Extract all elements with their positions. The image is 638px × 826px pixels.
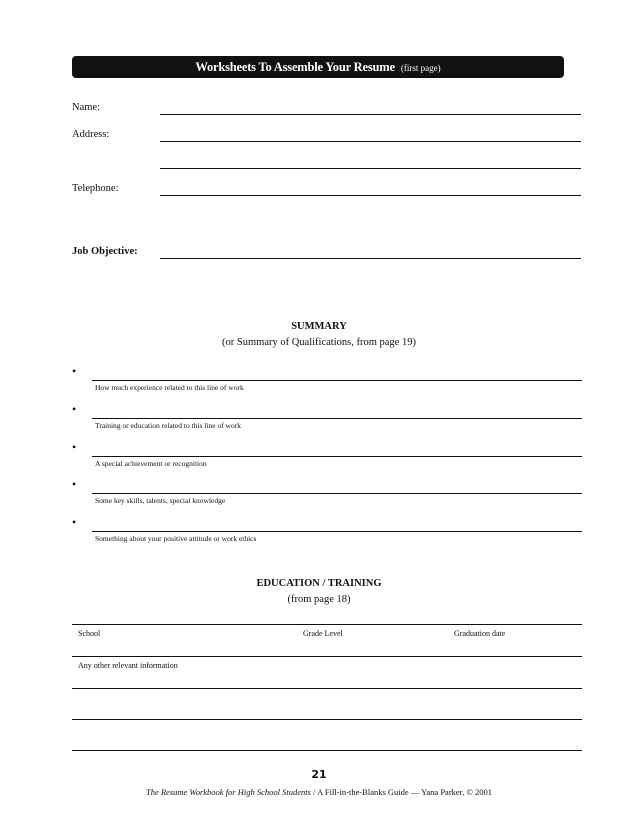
bullet-icon: •	[72, 477, 77, 491]
address-label: Address:	[72, 129, 110, 140]
worksheet-subtitle: (first page)	[400, 63, 441, 73]
graduation-date-label: Graduation date	[454, 629, 506, 638]
footer-book-title: The Resume Workbook for High School Students	[145, 787, 311, 797]
summary-field[interactable]	[92, 380, 582, 381]
education-field[interactable]	[72, 656, 582, 657]
summary-field[interactable]	[92, 456, 582, 457]
bullet-icon: •	[72, 364, 77, 378]
bullet-icon: •	[72, 515, 77, 529]
bullet-icon: •	[72, 402, 77, 416]
summary-subheading: (or Summary of Qualifications, from page 19)	[222, 337, 416, 348]
summary-hint: A special achievement or recognition	[95, 459, 207, 468]
footer-credit: / A Fill-in-the-Blanks Guide — Yana Parker, © 2001	[310, 787, 493, 797]
education-top-line	[72, 624, 582, 625]
other-info-field[interactable]	[72, 688, 582, 689]
telephone-field[interactable]	[160, 195, 581, 196]
summary-field[interactable]	[92, 493, 582, 494]
address-field-line-1[interactable]	[160, 141, 581, 142]
summary-hint: Some key skills, talents, special knowledge	[95, 496, 226, 505]
other-info-field[interactable]	[72, 719, 582, 720]
summary-hint: How much experience related to this line of work	[95, 383, 244, 392]
job-objective-label: Job Objective:	[72, 246, 138, 257]
worksheet-title: Worksheets To Assemble Your Resume	[195, 60, 395, 74]
education-heading: EDUCATION / TRAINING	[256, 578, 382, 589]
name-field[interactable]	[160, 114, 581, 115]
summary-hint: Something about your positive attitude or work ethics	[95, 534, 257, 543]
other-info-field[interactable]	[72, 750, 582, 751]
other-info-label: Any other relevant information	[78, 661, 178, 670]
bullet-icon: •	[72, 440, 77, 454]
school-label: School	[78, 629, 101, 638]
summary-field[interactable]	[92, 418, 582, 419]
footer-text	[0, 787, 638, 797]
summary-heading: SUMMARY	[291, 321, 347, 332]
page-number: 21	[311, 768, 327, 781]
telephone-label: Telephone:	[72, 183, 119, 194]
grade-level-label: Grade Level	[303, 629, 343, 638]
education-subheading: (from page 18)	[287, 594, 351, 605]
name-label: Name:	[72, 102, 100, 113]
summary-field[interactable]	[92, 531, 582, 532]
job-objective-field[interactable]	[160, 258, 581, 259]
address-field-line-2[interactable]	[160, 168, 581, 169]
summary-hint: Training or education related to this line of work	[95, 421, 241, 430]
title-banner	[72, 56, 564, 78]
